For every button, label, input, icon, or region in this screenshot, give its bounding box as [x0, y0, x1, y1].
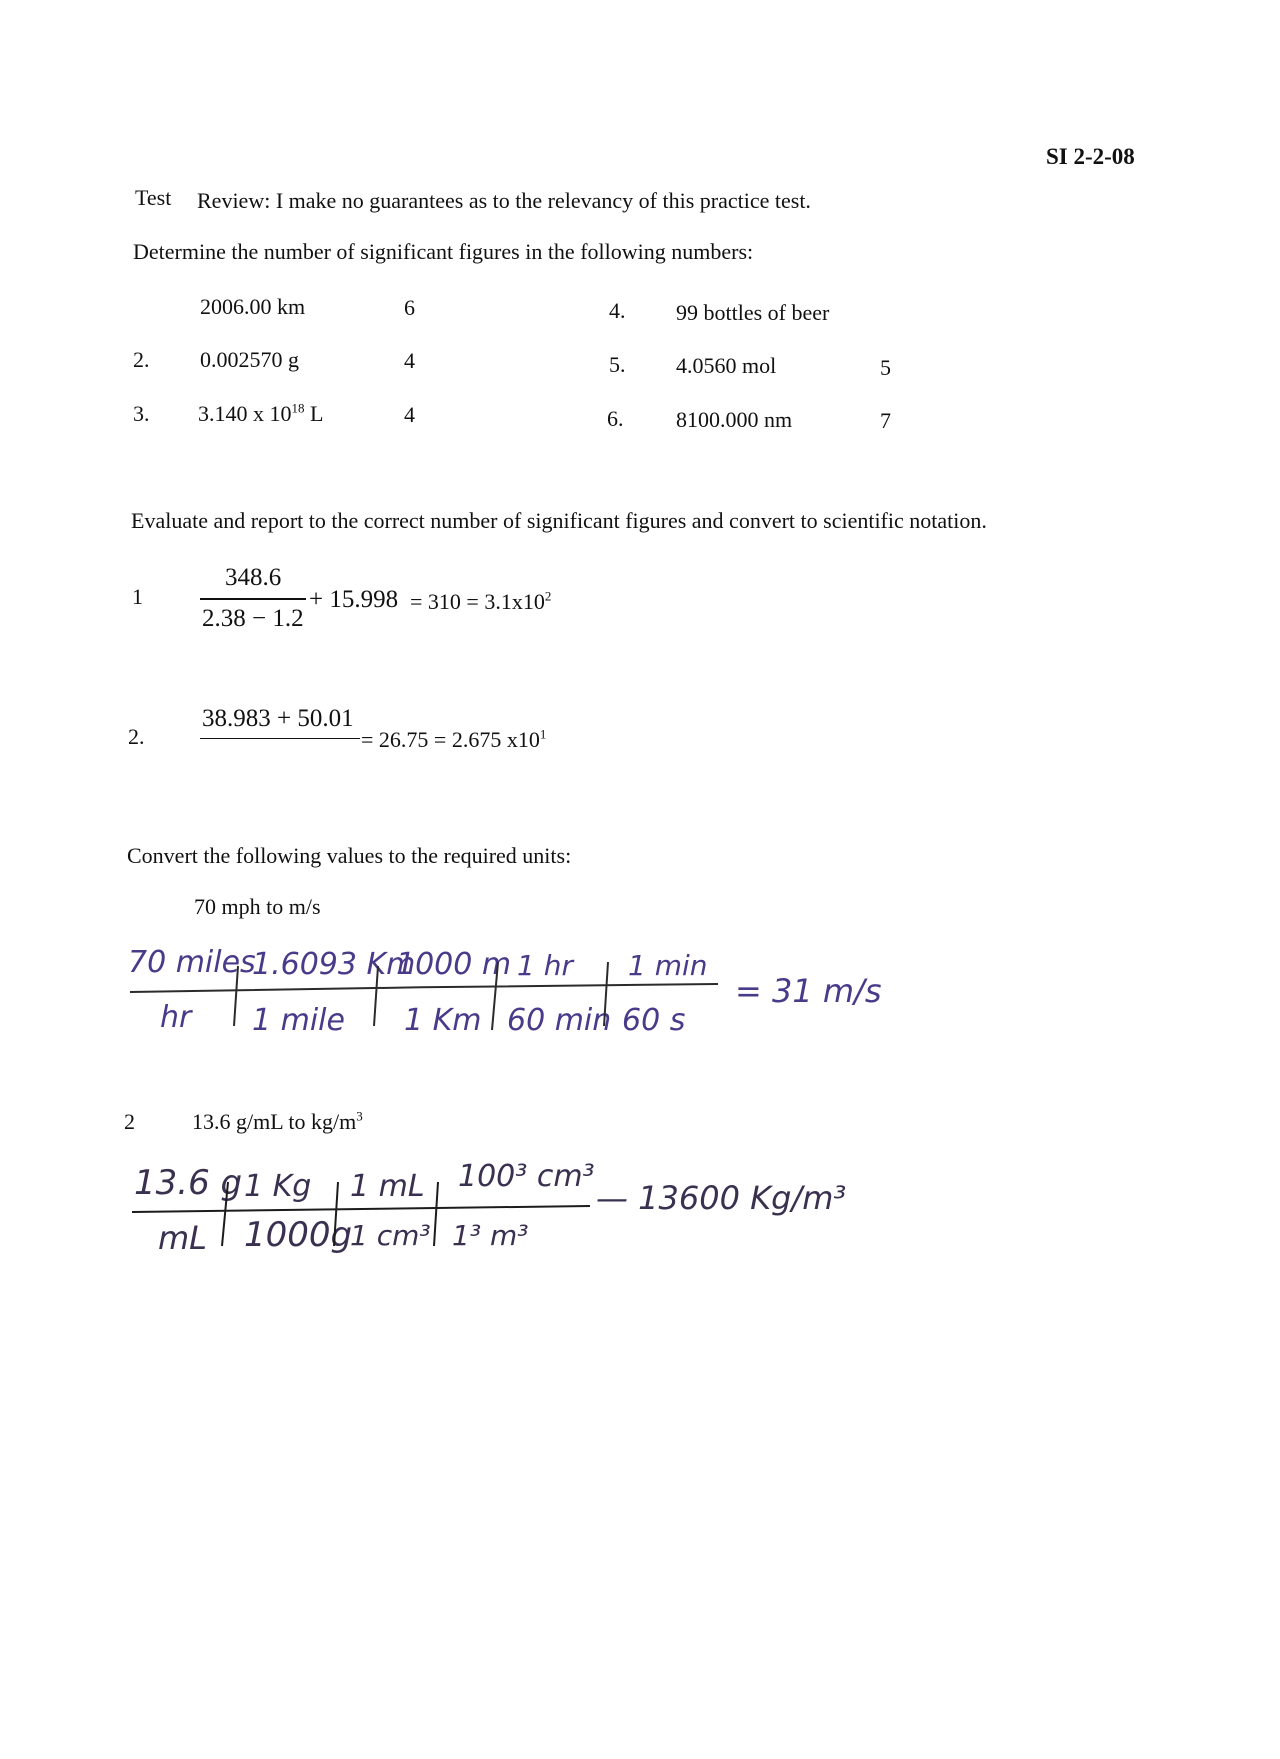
- sigfig-item-5-answer: 5: [880, 355, 891, 380]
- convert-instruction: Convert the following values to the required units:: [127, 843, 572, 868]
- sigfig-item-6-value: 8100.000 nm: [676, 407, 793, 432]
- header-code: SI 2-2-08: [1046, 144, 1135, 169]
- hw1-bottom-4: 60 min: [507, 1003, 612, 1038]
- eval-1-rest: + 15.998: [309, 586, 399, 613]
- hw1-result: = 31 m/s: [735, 972, 882, 1010]
- sigfig-item-2-answer: 4: [404, 348, 415, 373]
- eval-2-num: 2.: [128, 724, 145, 749]
- hw1-bottom-1: hr: [160, 1000, 192, 1035]
- sigfig-item-2-value: 0.002570 g: [200, 347, 299, 372]
- eval-1-denominator: 2.38 − 1.2: [202, 605, 304, 632]
- title-text: Review: I make no guarantees as to the relevancy of this practice test.: [197, 188, 811, 213]
- hw2-top-4: 100³ cm³: [458, 1159, 595, 1194]
- sigfig-item-6-num: 6.: [607, 406, 624, 431]
- sigfig-item-2-num: 2.: [133, 347, 150, 372]
- hw2-bottom-3: 1 cm³: [350, 1219, 431, 1252]
- eval-1-num: 1: [132, 584, 143, 609]
- sigfig-item-3-answer: 4: [404, 402, 415, 427]
- sigfig-item-3-value: 3.140 x $10^{18}$ L: [198, 400, 324, 426]
- sigfig-item-1-value: 2006.00 km: [200, 294, 306, 319]
- eval-1-numerator: 348.6: [225, 564, 282, 591]
- hw2-result: — 13600 Kg/m³: [596, 1179, 847, 1217]
- sigfig-item-6-answer: 7: [880, 408, 891, 433]
- evaluate-instruction: Evaluate and report to the correct number of significant figures and convert to scientific notation.: [131, 508, 987, 533]
- hw1-bottom-5: 60 s: [622, 1003, 686, 1038]
- sigfig-item-4-num: 4.: [609, 298, 626, 323]
- title-label: Test: [135, 185, 172, 210]
- hw1-top-3: 1000 m: [396, 947, 512, 982]
- sigfig-item-3-num: 3.: [133, 401, 150, 426]
- hw2-bottom-1: mL: [158, 1219, 207, 1257]
- hw1-top-4: 1 hr: [517, 949, 573, 982]
- hw1-top-1: 70 miles: [128, 945, 256, 980]
- sigfig-item-5-value: 4.0560 mol: [676, 353, 777, 378]
- convert-2-num: 2: [124, 1109, 135, 1134]
- convert-2-prompt: 13.6 g/mL to $kg/m^3$: [192, 1108, 363, 1134]
- eval-2-result: = 26.75 = 2.675 $x10^1$: [361, 726, 547, 752]
- sigfig-item-1-answer: 6: [404, 295, 415, 320]
- hw1-top-5: 1 min: [628, 949, 708, 982]
- hw1-bottom-3: 1 Km: [404, 1003, 482, 1038]
- hw2-top-3: 1 mL: [350, 1169, 425, 1204]
- convert-1-prompt: 70 mph to m/s: [194, 894, 321, 919]
- eval-1-result: = $310 = 3.1x10^2$: [410, 588, 552, 614]
- sigfigs-instruction: Determine the number of significant figures in the following numbers:: [133, 239, 754, 264]
- sigfig-item-5-num: 5.: [609, 352, 626, 377]
- hw2-bottom-2: 1000g: [244, 1215, 353, 1255]
- eval-2-numerator: 38.983 + 50.01: [202, 705, 354, 732]
- hw2-top-2: 1 Kg: [244, 1169, 312, 1204]
- hw2-top-1: 13.6 g: [134, 1163, 243, 1203]
- hw1-top-2: 1.6093 Km: [252, 947, 416, 982]
- hw1-bottom-2: 1 mile: [252, 1003, 345, 1038]
- hw2-bottom-4: 1³ m³: [452, 1219, 529, 1252]
- sigfig-item-4-value: 99 bottles of beer: [676, 300, 830, 325]
